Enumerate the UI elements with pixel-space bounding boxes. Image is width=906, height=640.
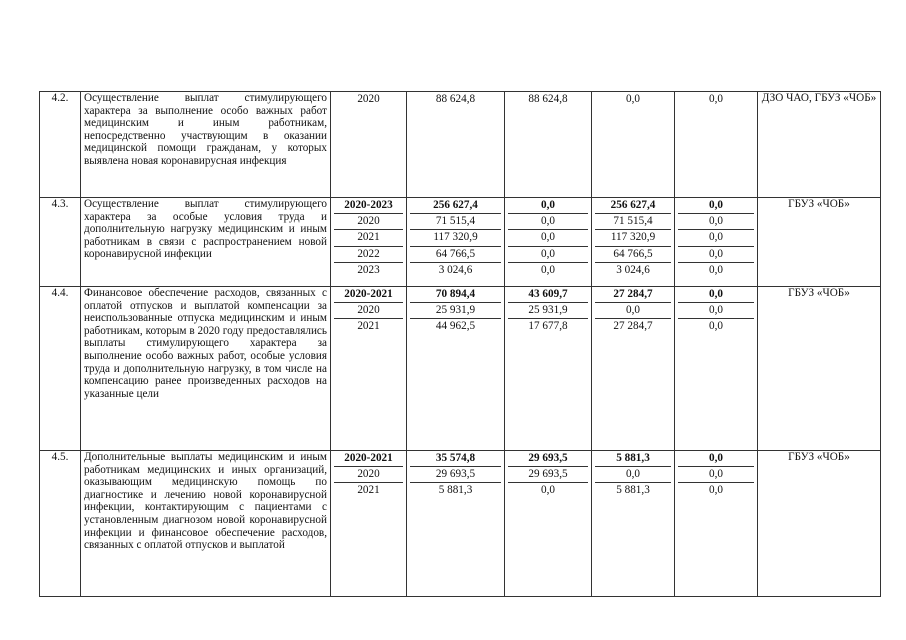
regional-value: 0,0 bbox=[595, 303, 671, 319]
other-value: 0,0 bbox=[678, 198, 754, 214]
regional-value: 256 627,4 bbox=[595, 198, 671, 214]
federal-value: 29 693,5 bbox=[508, 451, 588, 467]
federal-amount-cell bbox=[505, 451, 592, 597]
federal-value: 25 931,9 bbox=[508, 303, 588, 319]
regional-value: 71 515,4 bbox=[595, 214, 671, 230]
total-value: 29 693,5 bbox=[410, 467, 501, 483]
other-value: 0,0 bbox=[709, 484, 723, 497]
federal-amount-cell bbox=[505, 92, 592, 198]
regional-value: 64 766,5 bbox=[595, 247, 671, 263]
regional-value: 0,0 bbox=[626, 93, 640, 105]
item-number: 4.5. bbox=[40, 451, 81, 597]
total-amount-cell bbox=[407, 198, 505, 287]
regional-value: 3 024,6 bbox=[616, 263, 650, 276]
federal-value: 0,0 bbox=[541, 263, 555, 276]
total-value: 64 766,5 bbox=[410, 247, 501, 263]
year-value: 2023 bbox=[357, 263, 380, 276]
item-description: Финансовое обеспечение расходов, связанных с оплатой отпусков и выплатой компенсации за неиспользованные отпуска медицинским и иным работникам, которым в 2020 году предоставлялись выплаты стимулирующего характера за выполнение особо важных работ, особые условия труда и дополнительную нагрузку, в том числе на компенсацию ранее произведенных расходов на указанные цели bbox=[81, 287, 331, 451]
federal-value: 29 693,5 bbox=[508, 467, 588, 483]
table-row bbox=[40, 198, 881, 287]
federal-amount-cell bbox=[505, 198, 592, 287]
total-amount-cell bbox=[407, 287, 505, 451]
executor: ДЗО ЧАО, ГБУЗ «ЧОБ» bbox=[758, 92, 881, 198]
item-description: Осуществление выплат стимулирующего характера за выполнение особо важных работ медицинским и иным работникам, непосредственно участвующим в оказании медицинской помощи гражданам, у которых выявлена новая коронавирусная инфекция bbox=[81, 92, 331, 198]
other-amount-cell bbox=[675, 198, 758, 287]
federal-value: 0,0 bbox=[508, 198, 588, 214]
federal-value: 43 609,7 bbox=[508, 287, 588, 303]
other-value: 0,0 bbox=[678, 467, 754, 483]
total-value: 44 962,5 bbox=[435, 320, 476, 333]
regional-value: 117 320,9 bbox=[595, 230, 671, 246]
total-value: 35 574,8 bbox=[410, 451, 501, 467]
other-value: 0,0 bbox=[678, 451, 754, 467]
year-value: 2021 bbox=[357, 320, 380, 333]
total-value: 117 320,9 bbox=[410, 230, 501, 246]
total-value: 71 515,4 bbox=[410, 214, 501, 230]
year-value: 2021 bbox=[357, 484, 380, 497]
regional-amount-cell bbox=[592, 198, 675, 287]
total-value: 3 024,6 bbox=[438, 263, 473, 276]
other-value: 0,0 bbox=[678, 287, 754, 303]
total-value: 5 881,3 bbox=[438, 484, 473, 497]
total-amount-cell bbox=[407, 451, 505, 597]
other-value: 0,0 bbox=[678, 230, 754, 246]
table-row bbox=[40, 287, 881, 451]
total-value: 70 894,4 bbox=[410, 287, 501, 303]
year-value: 2020 bbox=[334, 214, 403, 230]
regional-amount-cell bbox=[592, 451, 675, 597]
year-value: 2022 bbox=[334, 247, 403, 263]
other-value: 0,0 bbox=[709, 93, 723, 105]
item-number: 4.3. bbox=[40, 198, 81, 287]
year-value: 2020-2021 bbox=[334, 451, 403, 467]
other-amount-cell bbox=[675, 451, 758, 597]
year-value: 2021 bbox=[334, 230, 403, 246]
regional-value: 5 881,3 bbox=[595, 451, 671, 467]
federal-value: 88 624,8 bbox=[528, 93, 568, 105]
year-cell bbox=[331, 198, 407, 287]
regional-value: 27 284,7 bbox=[595, 287, 671, 303]
executor: ГБУЗ «ЧОБ» bbox=[758, 451, 881, 597]
other-value: 0,0 bbox=[678, 214, 754, 230]
item-description: Осуществление выплат стимулирующего характера за особые условия труда и дополнительную нагрузку медицинским и иным работникам в связи с распространением новой коронавирусной инфекции bbox=[81, 198, 331, 287]
year-cell bbox=[331, 287, 407, 451]
federal-value: 0,0 bbox=[508, 247, 588, 263]
executor: ГБУЗ «ЧОБ» bbox=[758, 198, 881, 287]
total-value: 25 931,9 bbox=[410, 303, 501, 319]
item-number: 4.4. bbox=[40, 287, 81, 451]
year-value: 2020 bbox=[334, 467, 403, 483]
federal-value: 0,0 bbox=[541, 484, 555, 497]
item-description: Дополнительные выплаты медицинским и иным работникам медицинских и иных организаций, оказывающим медицинскую помощь по диагностике и лечению новой коронавирусной инфекции, контактирующим с пациентами с установленным диагнозом новой коронавирусной инфекции и финансовое обеспечение расходов, связанных с оплатой отпусков и выплатой bbox=[81, 451, 331, 597]
year-value: 2020-2023 bbox=[334, 198, 403, 214]
other-value: 0,0 bbox=[709, 320, 723, 333]
other-value: 0,0 bbox=[678, 303, 754, 319]
table-row bbox=[40, 451, 881, 597]
federal-amount-cell bbox=[505, 287, 592, 451]
other-value: 0,0 bbox=[678, 247, 754, 263]
total-value: 256 627,4 bbox=[410, 198, 501, 214]
item-number: 4.2. bbox=[40, 92, 81, 198]
other-value: 0,0 bbox=[709, 263, 723, 276]
year-cell bbox=[331, 451, 407, 597]
table-row bbox=[40, 92, 881, 198]
executor: ГБУЗ «ЧОБ» bbox=[758, 287, 881, 451]
regional-amount-cell bbox=[592, 287, 675, 451]
year-value: 2020 bbox=[334, 303, 403, 319]
total-value: 88 624,8 bbox=[435, 93, 476, 105]
other-amount-cell bbox=[675, 92, 758, 198]
year-value: 2020-2021 bbox=[334, 287, 403, 303]
year-cell bbox=[331, 92, 407, 198]
federal-value: 17 677,8 bbox=[528, 320, 568, 333]
regional-amount-cell bbox=[592, 92, 675, 198]
regional-value: 5 881,3 bbox=[616, 484, 650, 497]
regional-value: 27 284,7 bbox=[613, 320, 653, 333]
federal-value: 0,0 bbox=[508, 214, 588, 230]
budget-table bbox=[39, 91, 881, 597]
other-amount-cell bbox=[675, 287, 758, 451]
federal-value: 0,0 bbox=[508, 230, 588, 246]
total-amount-cell bbox=[407, 92, 505, 198]
regional-value: 0,0 bbox=[595, 467, 671, 483]
year-value: 2020 bbox=[357, 93, 380, 105]
